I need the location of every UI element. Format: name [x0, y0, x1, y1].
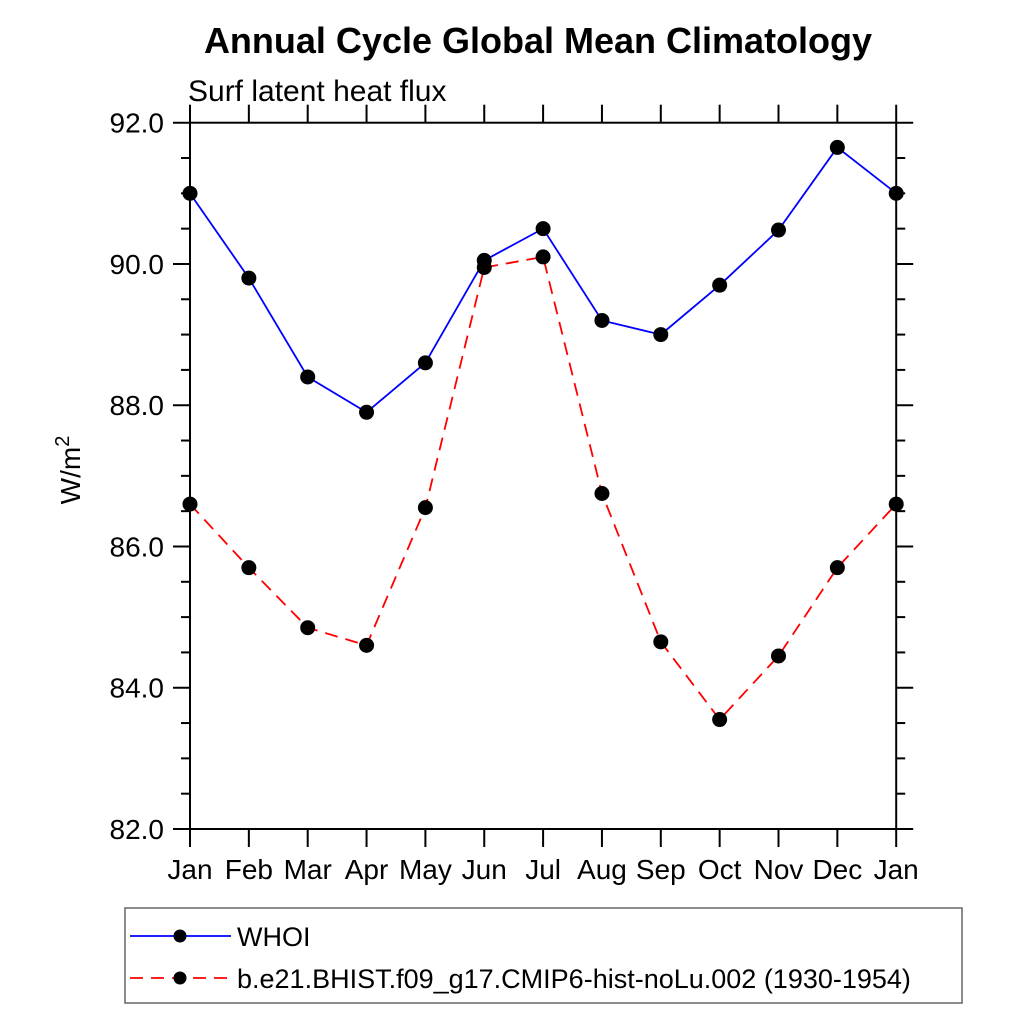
data-point: [418, 355, 433, 370]
data-point: [712, 712, 727, 727]
data-point: [594, 486, 609, 501]
data-point: [183, 186, 198, 201]
x-tick-label: Aug: [577, 854, 627, 885]
x-tick-label: May: [398, 854, 452, 885]
x-tick-label: Jul: [525, 854, 561, 885]
y-tick-label: 84.0: [109, 672, 164, 704]
y-tick-label: 82.0: [109, 814, 164, 845]
legend: [125, 908, 962, 1003]
x-tick-label: Nov: [753, 854, 804, 885]
data-point: [241, 271, 256, 286]
x-tick-label: Jun: [461, 854, 507, 885]
data-point: [418, 500, 433, 515]
data-point: [653, 327, 668, 342]
data-series: [183, 140, 904, 727]
y-tick-label: 92.0: [109, 107, 164, 139]
y-tick-label: 86.0: [109, 531, 164, 563]
y-tick-label: 88.0: [109, 390, 164, 422]
y-tick-label: 90.0: [109, 248, 164, 280]
x-tick-label: Mar: [283, 854, 332, 885]
data-point: [536, 249, 551, 264]
data-point: [830, 560, 845, 575]
data-point: [889, 497, 904, 512]
legend-marker: [174, 930, 187, 943]
series-line-1: [190, 257, 896, 720]
axes: [110, 105, 919, 885]
x-tick-label: Dec: [812, 854, 863, 885]
data-point: [889, 186, 904, 201]
x-tick-label: Jan: [873, 854, 919, 885]
legend-label: b.e21.BHIST.f09_g17.CMIP6-hist-noLu.002 (1930-1954): [237, 964, 911, 994]
data-point: [300, 369, 315, 384]
x-tick-label: Apr: [344, 854, 389, 885]
data-point: [830, 140, 845, 155]
data-point: [359, 405, 374, 420]
data-point: [771, 648, 786, 663]
x-tick-label: Feb: [224, 854, 273, 885]
chart-title: Annual Cycle Global Mean Climatology: [203, 20, 873, 61]
legend-label: WHOI: [237, 922, 311, 952]
data-point: [359, 638, 374, 653]
data-point: [653, 634, 668, 649]
data-point: [712, 278, 727, 293]
y-axis-label: $W/m^2$: [52, 435, 86, 505]
data-point: [477, 260, 492, 275]
data-point: [241, 560, 256, 575]
data-point: [183, 497, 198, 512]
x-tick-label: Sep: [635, 854, 686, 885]
series-line-0: [190, 147, 896, 412]
data-point: [300, 620, 315, 635]
x-tick-label: Jan: [167, 854, 213, 885]
chart-subtitle: Surf latent heat flux: [188, 75, 447, 108]
data-point: [536, 221, 551, 236]
legend-marker: [174, 972, 187, 985]
data-point: [771, 223, 786, 238]
data-point: [594, 313, 609, 328]
x-tick-label: Oct: [697, 854, 742, 885]
